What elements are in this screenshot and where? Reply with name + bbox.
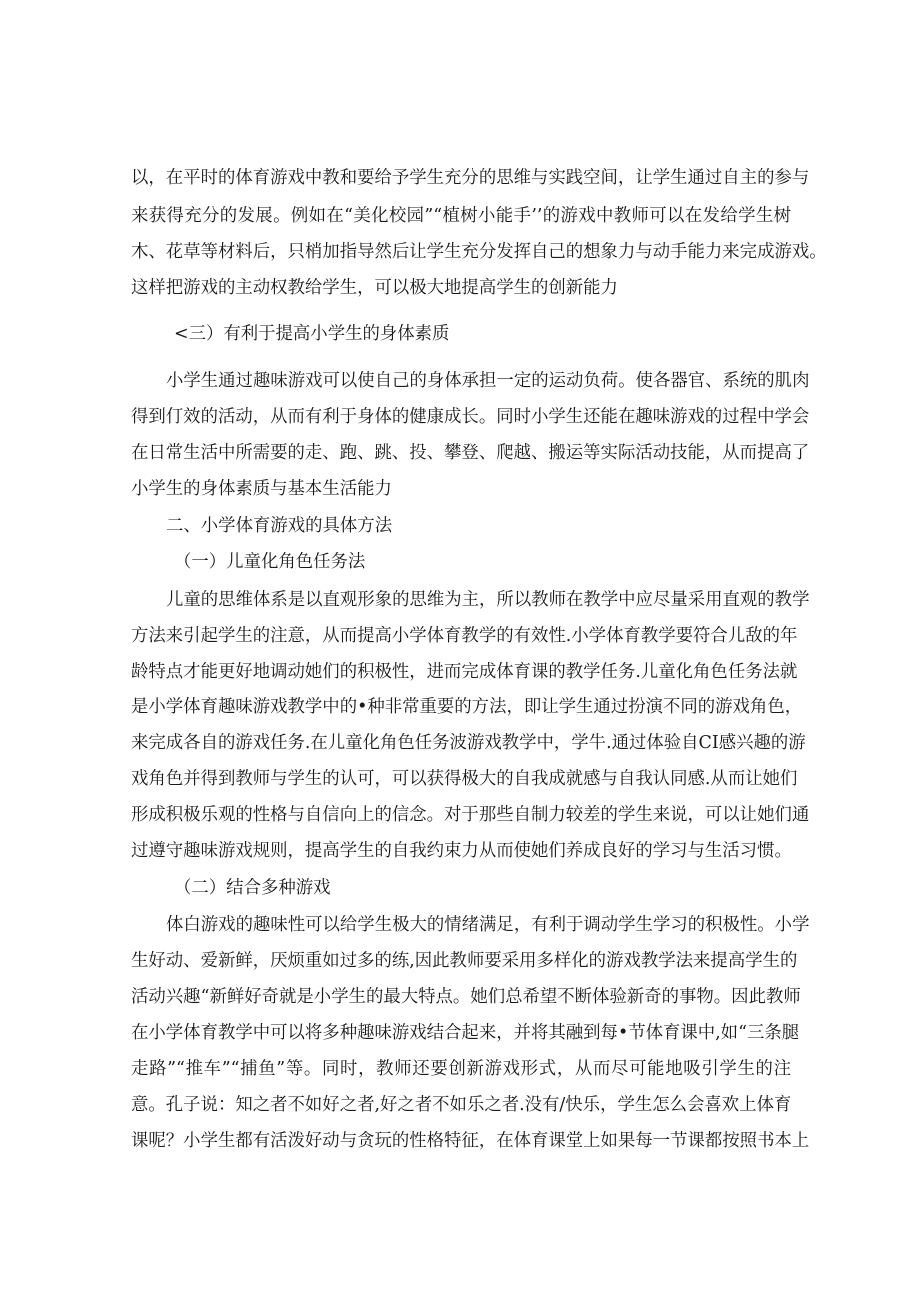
- paragraph-line: 来完成各自的游戏任务.在儿童化角色任务波游戏教学中，学牛.通过体验自CI感兴趣的游: [131, 733, 806, 753]
- paragraph-line: 来获得充分的发展。例如在“美化校园”“植树小能手’’的游戏中教师可以在发给学生树: [131, 206, 791, 226]
- paragraph-line: 意。孔子说：知之者不如好之者,好之者不如乐之者.没有/快乐，学生怎么会喜欢上体育: [131, 1095, 792, 1115]
- section-heading: （二）结合多种游戏: [174, 878, 331, 898]
- paragraph-line: 这样把游戏的主动权教给学生，可以极大地提高学生的创新能力: [131, 278, 618, 298]
- section-heading: <三）有利于提高小学生的身体素质: [174, 324, 450, 344]
- paragraph-line: 形成积极乐观的性格与自信向上的信念。对于那些自制力较差的学生来说，可以让她们通: [131, 805, 810, 825]
- paragraph-line: 得到仃效的活动，从而有利于身体的健康成长。同时小学生还能在趣味游戏的过程中学会: [131, 407, 810, 427]
- paragraph-line: 小学生通过趣味游戏可以使自己的身体承担一定的运动负荷。使各器官、系统的肌肉: [166, 371, 810, 391]
- paragraph-line: 戏角色并得到教师与学生的认可，可以获得极大的自我成就感与自我认同感.从而让她们: [131, 769, 798, 789]
- paragraph-line: 是小学体育趣味游戏教学中的•种非常重要的方法，即让学生通过扮演不同的游戏角色，: [131, 697, 803, 717]
- paragraph-line: 在小学体育教学中可以将多种趣味游戏结合起来，并将其融到每•节体育课中,如“三条腿: [131, 1023, 800, 1043]
- paragraph-line: 课呢？小学生都有活泼好动与贪玩的性格特征，在体育课堂上如果每一节课都按照书本上: [131, 1131, 810, 1151]
- paragraph-line: 生好动、爱新鲜，厌烦重如过多的练,因此教师要采用多样化的游戏教学法来提高学生的: [131, 951, 798, 971]
- paragraph-line: 体白游戏的趣味性可以给学生极大的情绪满足，有利于调动学生学习的积极性。小学: [166, 915, 810, 935]
- paragraph-line: 活动兴趣“新鲜好奇就是小学生的最大特点。她们总希望不断体验新奇的事物。因此教师: [131, 987, 801, 1007]
- paragraph-line: 儿童的思维体系是以直观形象的思维为主，所以教师在教学中应尽量采用直观的教学: [166, 590, 810, 610]
- paragraph-line: 木、花草等材料后，只梢加指导然后让学生充分发挥自己的想象力与动手能力来完成游戏。: [131, 242, 827, 262]
- paragraph-line: 以，在平时的体育游戏中教和要给予学生充分的思维与实践空间，让学生通过自主的参与: [131, 168, 810, 188]
- paragraph-line: 小学生的身体素质与基本生活能力: [131, 479, 392, 499]
- paragraph-line: 在日常生活中所需要的走、跑、跳、投、攀登、爬越、搬运等实际活动技能，从而提高了: [131, 443, 810, 463]
- section-heading: （一）儿童化角色任务法: [174, 552, 366, 572]
- section-heading: 二、小学体育游戏的具体方法: [166, 516, 393, 536]
- paragraph-line: 龄特点才能更好地调动她们的积极性，进而完成体育课的教学任务.儿童化角色任务法就: [131, 662, 798, 682]
- paragraph-line: 走路”“推车”“捕鱼”等。同时，教师还要创新游戏形式，从而尽可能地吸引学生的注: [131, 1059, 791, 1079]
- paragraph-line: 方法来引起学生的注意，从而提高小学体育教学的有效性.小学体育教学要符合儿敌的年: [131, 626, 798, 646]
- paragraph-line: 过遵守趣味游戏规则，提高学生的自我约束力从而使她们养成良好的学习与生活习惯。: [131, 841, 792, 861]
